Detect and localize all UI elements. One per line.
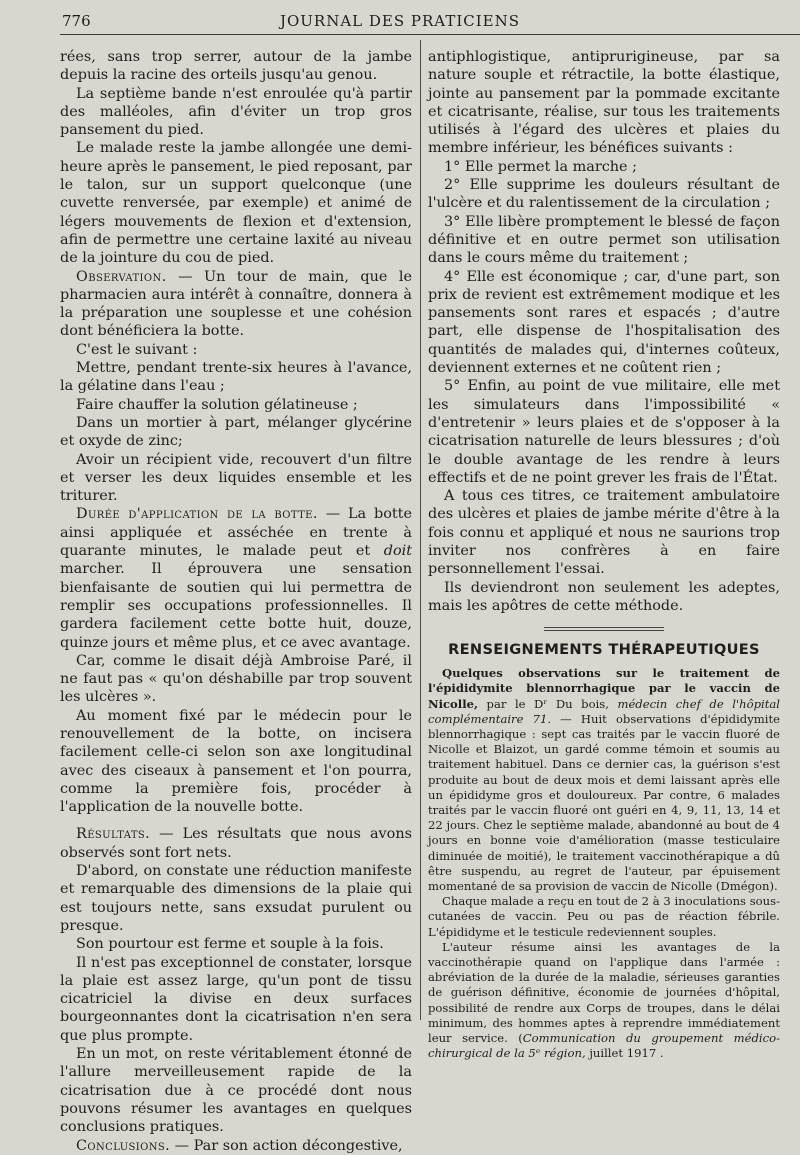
paragraph: C'est le suivant : [76,341,198,358]
paragraph: Faire chauffer la solution gélatineuse ; [76,396,358,413]
paragraph: D'abord, on constate une réduction manifeste et remarquable des dimensions de la plaie qui est toujours nette, sans exsudat purulent ou presque. [60,863,412,934]
benefit-item: 3° Elle libère promptement le blessé de façon définitive et en outre permet son utilisation dans le cours même du traitement ; [428,213,780,267]
note-title: Quelques observations sur le traitement de l'épididymite blennorrhagique par le vaccin de Nicolle, [428,666,780,711]
paragraph: La septième bande n'est enroulée qu'à partir des malléoles, afin d'éviter un trop gros pansement du pied. [60,85,412,139]
results-paragraph [60,825,412,862]
therapeutic-note [428,666,780,894]
paragraph: Avoir un récipient vide, recouvert d'un filtre et verser les deux liquides ensemble et les triturer. [60,451,412,505]
observation-paragraph [60,268,412,341]
benefit-item: 1° Elle permet la marche ; [444,158,637,175]
conclusions-text: — Par son action décongestive, [170,1137,403,1154]
benefit-item: 2° Elle supprime les douleurs résultant de l'ulcère et du ralentissement de la circulation ; [428,177,780,212]
note-source: Communication du groupement médico-chirurgical de la 5ᵉ région, [428,1031,780,1061]
paragraph: Car, comme le disait déjà Ambroise Paré, il ne faut pas « qu'on déshabille par trop souvent les ulcères ». [60,652,412,706]
column-divider [420,40,421,1020]
paragraph: Ils deviendront non seulement les adeptes, mais les apôtres de cette méthode. [428,579,780,614]
section-title: RENSEIGNEMENTS THÉRAPEUTIQUES [448,641,760,659]
therapeutic-note: Chaque malade a reçu en tout de 2 à 3 inoculations sous-cutanées de vaccin. Peu ou pas de réaction fébrile. L'épididyme et le testicule redeviennent souples. [428,894,780,939]
duration-rest: marcher. Il éprouvera une sensation bienfaisante de soutien qui lui permettra de remplir ses occupations professionnelles. Il gardera facilement cette botte huit, douze, quinze jours et même plus, et ce avec avantage. [60,561,412,651]
benefit-item: 4° Elle est économique ; car, d'une part, son prix de revient est extrêmement modique et les pansements sont rares et espacés ; d'autre part, elle dispense de l'hospitalisation des quantités de malades qui, d'internes coûteux, deviennent externes et ne coûtent rien ; [428,268,780,377]
paragraph: Son pourtour est ferme et souple à la fois. [76,936,384,953]
paragraph: rées, sans trop serrer, autour de la jambe depuis la racine des orteils jusqu'au genou. [60,49,412,84]
benefit-item: 5° Enfin, au point de vue militaire, elle met les simulateurs dans l'impossibilité « d'entretenir » leurs plaies et de s'opposer à la cicatrisation naturelle de leurs blessures ; d'où le double avantage de les rendre à leurs effectifs et de ne point grever les frais de l'État. [428,378,780,486]
conclusions-label: Conclusions. [76,1137,171,1154]
duration-text: — La botte ainsi appliquée et asséchée en trente à quarante minutes, le malade peut et [60,506,412,560]
paragraph: A tous ces titres, ce traitement ambulatoire des ulcères et plaies de jambe mérite d'être à la fois connu et appliqué et nous ne saurions trop inviter nos confrères à en faire personnellement l'essai. [428,488,780,578]
note-affiliation: médecin chef de l'hôpital complémentaire 71. [428,696,780,726]
paragraph: Mettre, pendant trente-six heures à l'avance, la gélatine dans l'eau ; [60,360,412,395]
spacer [60,816,412,825]
paragraph: En un mot, on reste véritablement étonné de l'allure merveilleusement rapide de la cicatrisation due à ce procédé dont nous pouvons résumer les avantages en quelques conclusions pratiques. [60,1046,412,1136]
running-title: JOURNAL DES PRATICIENS [279,12,521,30]
duration-paragraph [60,505,412,651]
note-date: juillet 1917 . [585,1046,664,1061]
note-author: par le Dʳ Du bois, [478,696,618,711]
paragraph: Il n'est pas exceptionnel de constater, lorsque la plaie est assez large, qu'un pont de tissu cicatriciel la divise en deux surfaces bourgeonnantes dont la cicatrisation n'en sera que plus prompte. [60,954,412,1044]
paragraph: Le malade reste la jambe allongée une demi-heure après le pansement, le pied reposant, par le talon, sur un support quelconque (une cuvette renversée, par exemple) et animé de légers mouvements de flexion et d'extension, afin de permettre une certaine laxité au niveau de la jointure du cou de pied. [60,140,412,267]
page-number: 776 [62,12,91,30]
observation-label: Observation. [76,268,167,285]
therapeutic-note [428,940,780,1062]
note-text: — Huit observations d'épididymite blennorrhagique : sept cas traités par le vaccin fluoré de Nicolle et Blaizot, un gardé comme témoin et soumis au traitement habituel. Dans ce dernier cas, la guérison s'est produite au bout de deux mois et demi laissant après elle un épididyme gros et douloureux. Par contre, 6 malades traités par le vaccin fluoré ont guéri en 4, 9, 11, 13, 14 et 22 jours. Chez le septième malade, abandonné au bout de 4 jours en bonne voie d'amélioration (masse testiculaire diminuée de moitié), le traitement vaccinothérapique a dû être suspendu, au regret de l'auteur, par épuisement momentané de sa provision de vaccin de Nicolle (Dmégon). [428,711,780,894]
left-column [60,48,412,1155]
duration-emphasis: doit [383,543,412,560]
results-label: Résultats. [76,826,151,843]
paragraph: Au moment fixé par le médecin pour le renouvellement de la botte, on incisera facilement celle-ci selon son axe longitudinal avec des ciseaux à pansement et l'on pourra, comme la première fois, procéder à l'application de la nouvelle botte. [60,707,412,816]
conclusions-paragraph [60,1137,412,1155]
note-text: L'auteur résume ainsi les avantages de la vaccinothérapie quand on l'applique dans l'armée : abréviation de la durée de la maladie, sérieuses garanties de guérison définitive, économie de journées d'hôpital, possibilité de rendre aux Corps de troupes, dans le délai minimum, des hommes aptes à reprendre immédiatement leur service. ( [428,939,780,1046]
section-ornament [544,627,664,631]
observation-text: — Un tour de main, que le pharmacien aura intérêt à connaître, donnera à la préparation une souplesse et une cohésion dont bénéficiera la botte. [60,268,412,340]
header-rule [60,34,800,35]
duration-label: Durée d'application de la botte. [76,506,318,523]
results-text: — Les résultats que nous avons observés sont fort nets. [60,826,412,861]
paragraph: Dans un mortier à part, mélanger glycérine et oxyde de zinc; [60,414,412,450]
paragraph: antiphlogistique, antiprurigineuse, par sa nature souple et rétractile, la botte élastique, jointe au pansement par la pommade excitante et cicatrisante, réalise, sur tous les traitements utilisés à l'égard des ulcères et plaies du membre inférieur, les bénéfices suivants : [428,49,780,157]
right-column [428,48,780,1061]
page-header [0,8,800,34]
